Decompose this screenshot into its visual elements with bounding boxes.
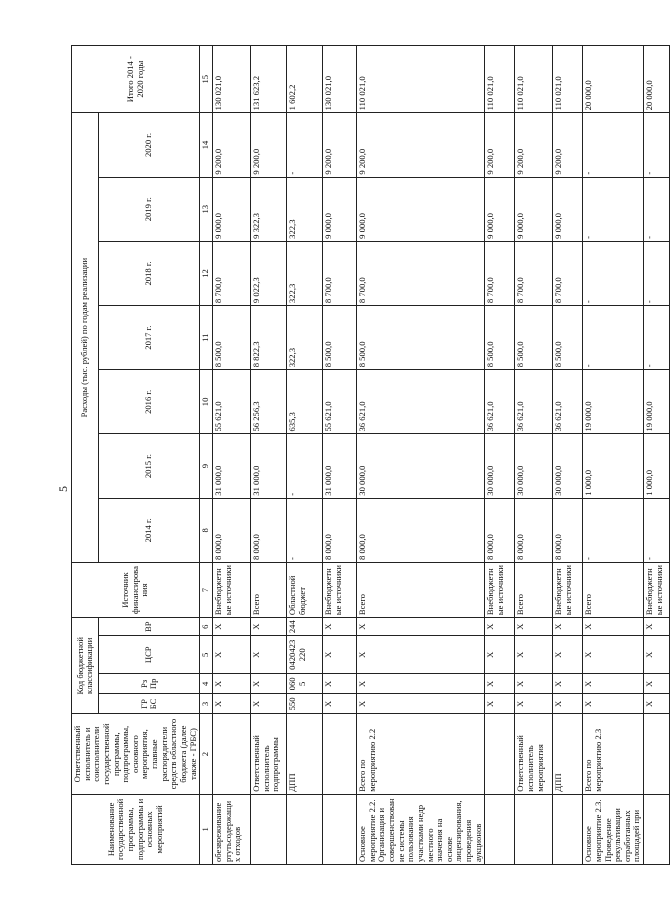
col-index: 9 <box>200 434 213 498</box>
header-name: Наименование государственной программы, подпрограммы и основных мероприятий <box>72 794 200 864</box>
row-rzpr: X <box>485 674 515 694</box>
row-csr: X <box>553 636 583 674</box>
row-name <box>553 794 583 864</box>
row-value: 8 500,0 <box>485 306 515 370</box>
row-value: 31 000,0 <box>251 434 287 498</box>
row-value: 9 200,0 <box>515 113 553 177</box>
row-vr: X <box>251 618 287 636</box>
row-rzpr: X <box>251 674 287 694</box>
row-value: 8 000,0 <box>357 498 485 562</box>
header-2017: 2017 г. <box>99 306 200 370</box>
row-value: 8 700,0 <box>553 241 583 305</box>
row-value: 19 000,0 <box>583 370 644 434</box>
table-row <box>485 46 515 865</box>
row-value: 8 000,0 <box>213 498 251 562</box>
row-value: 30 000,0 <box>357 434 485 498</box>
row-source: Внебюджетные источники <box>644 562 670 617</box>
col-index: 14 <box>200 113 213 177</box>
row-value: 36 621,0 <box>485 370 515 434</box>
col-index: 1 <box>200 794 213 864</box>
row-value: 8 500,0 <box>553 306 583 370</box>
row-value: - <box>583 241 644 305</box>
row-csr: X <box>251 636 287 674</box>
col-index: 12 <box>200 241 213 305</box>
row-value: 130 021,0 <box>213 46 251 113</box>
row-responsible: Ответственный исполнитель мероприятия <box>515 714 553 794</box>
row-value: 8 500,0 <box>357 306 485 370</box>
row-value: 31 000,0 <box>213 434 251 498</box>
col-index: 10 <box>200 370 213 434</box>
row-grbs: X <box>357 694 485 714</box>
col-index: 8 <box>200 498 213 562</box>
row-vr: X <box>583 618 644 636</box>
row-value: 9 000,0 <box>357 177 485 241</box>
row-source: Внебюджетные источники <box>323 562 357 617</box>
row-source: Внебюджетные источники <box>553 562 583 617</box>
row-value: 55 621,0 <box>213 370 251 434</box>
row-value: 55 621,0 <box>323 370 357 434</box>
header-rzpr: Рз Пр <box>99 674 200 694</box>
row-value: - <box>644 241 670 305</box>
column-index-row <box>200 46 213 865</box>
row-value: 322,3 <box>287 241 323 305</box>
header-2020: 2020 г. <box>99 113 200 177</box>
col-index: 13 <box>200 177 213 241</box>
header-budget-code: Код бюджетной классификации <box>72 618 99 714</box>
header-2015: 2015 г. <box>99 434 200 498</box>
row-value: 8 700,0 <box>515 241 553 305</box>
row-name <box>323 794 357 864</box>
col-index: 15 <box>200 46 213 113</box>
row-value: 36 621,0 <box>357 370 485 434</box>
row-grbs: X <box>485 694 515 714</box>
row-responsible <box>644 714 670 794</box>
row-rzpr: X <box>357 674 485 694</box>
row-vr: X <box>485 618 515 636</box>
row-grbs: X <box>515 694 553 714</box>
row-value: - <box>287 434 323 498</box>
row-source: Всего <box>357 562 485 617</box>
page-number: 5 <box>56 486 70 492</box>
row-csr: X <box>515 636 553 674</box>
row-value: 1 000,0 <box>583 434 644 498</box>
row-value: - <box>644 177 670 241</box>
row-rzpr: 0605 <box>287 674 323 694</box>
row-csr: X <box>357 636 485 674</box>
row-name: Основное мероприятие 2.3. Проведение рекультивации отработанных площадей при <box>583 794 644 864</box>
row-value: 635,3 <box>287 370 323 434</box>
row-rzpr: X <box>583 674 644 694</box>
row-value: 8 700,0 <box>213 241 251 305</box>
row-value: 9 200,0 <box>485 113 515 177</box>
row-rzpr: X <box>323 674 357 694</box>
row-value: 110 021,0 <box>485 46 515 113</box>
row-vr: 244 <box>287 618 323 636</box>
row-source: Всего <box>583 562 644 617</box>
col-index: 2 <box>200 714 213 794</box>
col-index: 6 <box>200 618 213 636</box>
row-value: 8 500,0 <box>323 306 357 370</box>
table-row <box>583 46 644 865</box>
row-value: 20 000,0 <box>583 46 644 113</box>
row-value: 9 000,0 <box>515 177 553 241</box>
row-value: 8 500,0 <box>515 306 553 370</box>
table-row <box>515 46 553 865</box>
row-vr: X <box>553 618 583 636</box>
row-csr: X <box>485 636 515 674</box>
row-responsible: Всего по мероприятию 2.3 <box>583 714 644 794</box>
row-value: 322,3 <box>287 306 323 370</box>
table-row <box>251 46 287 865</box>
row-value: 19 000,0 <box>644 370 670 434</box>
col-index: 7 <box>200 562 213 617</box>
row-value: 8 000,0 <box>485 498 515 562</box>
row-name: Основное мероприятие 2.2. Организация и совершенствование системы пользования участками недр местного значения на основе лицензирования, проведения аукционов <box>357 794 485 864</box>
header-responsible: Ответственный исполнитель и соисполнители государственной программы, подпрограммы, основного мероприятия, главные распорядители средств областного бюджета (далее также - ГРБС) <box>72 714 200 794</box>
row-value: 31 000,0 <box>323 434 357 498</box>
row-value: 9 000,0 <box>485 177 515 241</box>
row-value: - <box>644 113 670 177</box>
row-name <box>287 794 323 864</box>
row-vr: X <box>515 618 553 636</box>
row-name <box>644 794 670 864</box>
row-value: 8 822,3 <box>251 306 287 370</box>
row-value: - <box>583 113 644 177</box>
table-row <box>357 46 485 865</box>
row-value: 8 700,0 <box>357 241 485 305</box>
row-value: 110 021,0 <box>553 46 583 113</box>
col-index: 11 <box>200 306 213 370</box>
row-value: - <box>583 177 644 241</box>
row-grbs: X <box>213 694 251 714</box>
row-responsible: Всего по мероприятию 2.2 <box>357 714 485 794</box>
row-source: Областной бюджет <box>287 562 323 617</box>
table-row <box>287 46 323 865</box>
row-value: 8 000,0 <box>553 498 583 562</box>
header-csr: ЦСР <box>99 636 200 674</box>
row-value: 322,3 <box>287 177 323 241</box>
row-responsible <box>213 714 251 794</box>
row-value: 110 021,0 <box>357 46 485 113</box>
row-value: 30 000,0 <box>515 434 553 498</box>
row-responsible: ДПП <box>553 714 583 794</box>
table-body <box>213 46 670 865</box>
table-row <box>213 46 251 865</box>
row-source: Всего <box>251 562 287 617</box>
row-value: 9 000,0 <box>553 177 583 241</box>
row-source: Внебюджетные источники <box>213 562 251 617</box>
row-value: 9 200,0 <box>323 113 357 177</box>
row-value: - <box>583 498 644 562</box>
row-value: 36 621,0 <box>553 370 583 434</box>
row-value: 8 000,0 <box>251 498 287 562</box>
row-csr: X <box>644 636 670 674</box>
financing-table <box>71 45 670 865</box>
col-index: 4 <box>200 674 213 694</box>
table-row <box>644 46 670 865</box>
row-csr: X <box>213 636 251 674</box>
row-rzpr: X <box>213 674 251 694</box>
header-vr: ВР <box>99 618 200 636</box>
row-responsible <box>485 714 515 794</box>
row-value: 130 021,0 <box>323 46 357 113</box>
row-grbs: 550 <box>287 694 323 714</box>
rotated-table-wrapper <box>71 45 664 865</box>
row-value: 1 000,0 <box>644 434 670 498</box>
table-row <box>323 46 357 865</box>
row-responsible <box>323 714 357 794</box>
row-name <box>515 794 553 864</box>
row-grbs: X <box>553 694 583 714</box>
row-value: - <box>644 306 670 370</box>
row-value: 9 000,0 <box>213 177 251 241</box>
col-index: 5 <box>200 636 213 674</box>
row-rzpr: X <box>515 674 553 694</box>
row-value: 9 200,0 <box>553 113 583 177</box>
row-vr: X <box>644 618 670 636</box>
row-value: 8 700,0 <box>485 241 515 305</box>
row-value: 8 000,0 <box>515 498 553 562</box>
row-source: Внебюджетные источники <box>485 562 515 617</box>
row-grbs: X <box>323 694 357 714</box>
header-source: Источник финансирования <box>72 562 200 617</box>
row-source: Всего <box>515 562 553 617</box>
row-value: 56 256,3 <box>251 370 287 434</box>
row-value: 30 000,0 <box>553 434 583 498</box>
row-value: 110 021,0 <box>515 46 553 113</box>
row-grbs: X <box>583 694 644 714</box>
row-value: 1 602,2 <box>287 46 323 113</box>
row-value: 9 200,0 <box>251 113 287 177</box>
row-grbs: X <box>251 694 287 714</box>
row-csr: X <box>583 636 644 674</box>
header-total: Итого 2014 - 2020 годы <box>72 46 200 113</box>
row-value: 30 000,0 <box>485 434 515 498</box>
row-name: обезвреживание ртутьсодержащих отходов <box>213 794 251 864</box>
row-value: - <box>287 113 323 177</box>
header-2019: 2019 г. <box>99 177 200 241</box>
table-row <box>553 46 583 865</box>
row-grbs: X <box>644 694 670 714</box>
row-responsible: Ответственный исполнитель подпрограммы <box>251 714 287 794</box>
row-value: 8 500,0 <box>213 306 251 370</box>
row-value: 36 621,0 <box>515 370 553 434</box>
row-vr: X <box>357 618 485 636</box>
row-value: 9 022,3 <box>251 241 287 305</box>
row-value: 131 623,2 <box>251 46 287 113</box>
header-2014: 2014 г. <box>99 498 200 562</box>
row-rzpr: X <box>644 674 670 694</box>
row-value: 20 000,0 <box>644 46 670 113</box>
row-value: 9 200,0 <box>213 113 251 177</box>
header-2016: 2016 г. <box>99 370 200 434</box>
row-responsible: ДПП <box>287 714 323 794</box>
row-value: 8 700,0 <box>323 241 357 305</box>
row-rzpr: X <box>553 674 583 694</box>
row-value: 9 200,0 <box>357 113 485 177</box>
row-value: 9 322,3 <box>251 177 287 241</box>
row-name <box>251 794 287 864</box>
row-value: - <box>287 498 323 562</box>
col-index: 3 <box>200 694 213 714</box>
row-vr: X <box>213 618 251 636</box>
row-name <box>485 794 515 864</box>
row-value: - <box>644 498 670 562</box>
row-vr: X <box>323 618 357 636</box>
header-grbs: ГР БС <box>99 694 200 714</box>
row-value: 9 000,0 <box>323 177 357 241</box>
row-csr: X <box>323 636 357 674</box>
header-2018: 2018 г. <box>99 241 200 305</box>
header-expenses: Расходы (тыс. рублей) по годам реализации <box>72 113 99 563</box>
row-value: - <box>583 306 644 370</box>
row-csr: 0420423220 <box>287 636 323 674</box>
row-value: 8 000,0 <box>323 498 357 562</box>
